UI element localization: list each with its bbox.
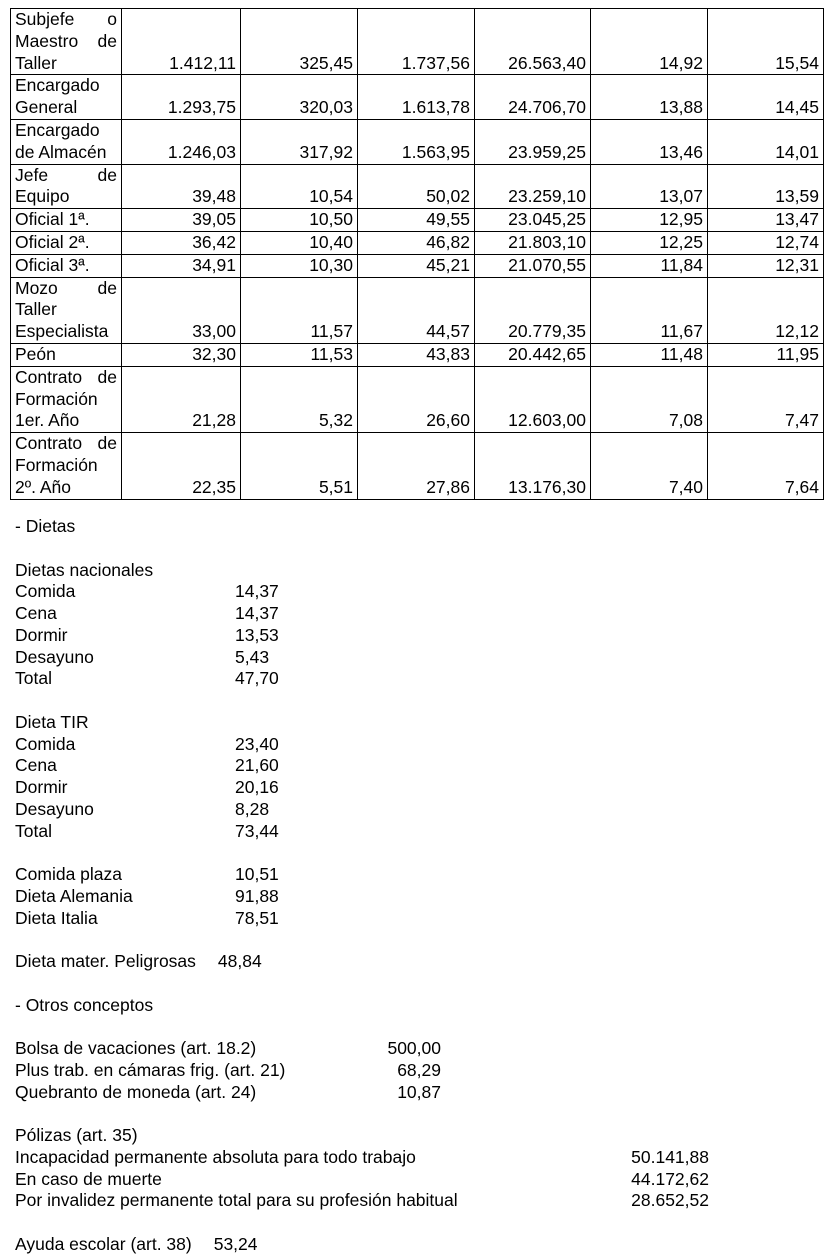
value-cell: 14,45	[708, 75, 824, 120]
category-line: Jefe de	[15, 164, 117, 185]
category-cell	[11, 119, 122, 164]
spacer	[15, 973, 826, 995]
value-cell: 12,74	[708, 231, 824, 254]
table-row	[11, 231, 824, 254]
value-cell: 1.293,75	[122, 75, 241, 120]
item-label: Desayuno	[15, 646, 94, 667]
item-label: Total	[15, 820, 52, 841]
line-item	[15, 1125, 826, 1147]
item-label: Comida	[15, 733, 76, 754]
category-cell	[11, 75, 122, 120]
value-cell: 20.442,65	[475, 343, 591, 366]
spacer	[15, 1103, 826, 1125]
category-line: Formación	[15, 388, 98, 409]
value-cell: 12,31	[708, 254, 824, 277]
table-row	[11, 366, 824, 432]
line-item	[15, 1234, 826, 1256]
category-cell	[11, 254, 122, 277]
value-cell: 5,51	[241, 433, 358, 499]
category-line: Contrato de	[15, 433, 117, 454]
item-label: Quebranto de moneda (art. 24)	[15, 1081, 257, 1102]
item-label: Comida	[15, 581, 76, 602]
item-label: Dietas nacionales	[15, 559, 154, 580]
value-cell: 21,28	[122, 366, 241, 432]
value-cell: 7,47	[708, 366, 824, 432]
value-cell: 24.706,70	[475, 75, 591, 120]
value-cell: 1.613,78	[358, 75, 475, 120]
item-value: 14,37	[235, 603, 279, 623]
value-cell: 39,48	[122, 164, 241, 209]
value-cell: 13,47	[708, 209, 824, 232]
item-label: - Dietas	[15, 516, 76, 536]
item-label: Dieta mater. Peligrosas	[15, 951, 196, 971]
value-cell: 320,03	[241, 75, 358, 120]
line-item	[15, 603, 826, 625]
item-label: - Otros conceptos	[15, 994, 154, 1015]
value-cell: 15,54	[708, 9, 824, 75]
value-cell: 39,05	[122, 209, 241, 232]
item-label: Plus trab. en cámaras frig. (art. 21)	[15, 1059, 286, 1080]
value-cell: 46,82	[358, 231, 475, 254]
category-cell	[11, 343, 122, 366]
line-item	[15, 821, 826, 843]
value-cell: 1.412,11	[122, 9, 241, 75]
table-row	[11, 254, 824, 277]
value-cell: 26.563,40	[475, 9, 591, 75]
category-line: 1er. Año	[15, 410, 80, 431]
value-cell: 23.959,25	[475, 119, 591, 164]
value-cell: 13,07	[591, 164, 708, 209]
value-cell: 12.603,00	[475, 366, 591, 432]
item-value: 5,43	[235, 646, 270, 667]
value-cell: 7,08	[591, 366, 708, 432]
spacer	[15, 929, 826, 951]
item-value: 13,53	[235, 624, 279, 645]
category-line: Peón	[15, 343, 56, 364]
item-value: 28.652,52	[631, 1190, 709, 1211]
value-cell: 14,92	[591, 9, 708, 75]
table-row	[11, 75, 824, 120]
line-item	[15, 1190, 826, 1212]
line-item	[15, 1169, 826, 1191]
line-item	[15, 951, 826, 973]
value-cell: 23.045,25	[475, 209, 591, 232]
item-label: Ayuda escolar (art. 38)	[15, 1233, 192, 1254]
line-item	[15, 1082, 826, 1104]
category-line: Taller	[15, 299, 57, 320]
spacer	[15, 842, 826, 864]
item-value: 91,88	[235, 885, 279, 906]
item-label: Incapacidad permanente absoluta para todo trabajo	[15, 1146, 416, 1167]
line-item	[15, 864, 826, 886]
item-value: 23,40	[235, 733, 279, 754]
value-cell: 21.070,55	[475, 254, 591, 277]
spacer	[15, 1016, 826, 1038]
value-cell: 1.737,56	[358, 9, 475, 75]
line-item	[15, 734, 826, 756]
value-cell: 33,00	[122, 277, 241, 343]
category-line: Taller	[15, 52, 57, 73]
value-cell: 23.259,10	[475, 164, 591, 209]
line-item	[15, 647, 826, 669]
category-line: Mozo de	[15, 277, 117, 298]
value-cell: 32,30	[122, 343, 241, 366]
value-cell: 36,42	[122, 231, 241, 254]
category-cell	[11, 209, 122, 232]
category-line: Oficial 3ª.	[15, 254, 90, 275]
value-cell: 1.246,03	[122, 119, 241, 164]
item-value: 47,70	[235, 668, 279, 689]
line-item	[15, 755, 826, 777]
item-value: 14,37	[235, 581, 279, 602]
category-line: Oficial 1ª.	[15, 209, 90, 230]
value-cell: 34,91	[122, 254, 241, 277]
item-value: 53,24	[213, 1233, 258, 1254]
value-cell: 5,32	[241, 366, 358, 432]
value-cell: 21.803,10	[475, 231, 591, 254]
item-value: 73,44	[235, 820, 279, 841]
item-value: 20,16	[235, 777, 279, 797]
item-label: Cena	[15, 603, 57, 623]
item-label: Dieta Italia	[15, 907, 98, 928]
item-value: 50.141,88	[631, 1146, 709, 1167]
category-line: de Almacén	[15, 141, 107, 162]
line-item	[15, 995, 826, 1017]
category-line: Oficial 2ª.	[15, 231, 90, 252]
value-cell: 12,95	[591, 209, 708, 232]
spacer	[15, 538, 826, 560]
item-label: Dieta TIR	[15, 711, 89, 732]
item-label: Dormir	[15, 624, 68, 645]
value-cell: 22,35	[122, 433, 241, 499]
table-row	[11, 164, 824, 209]
value-cell: 7,64	[708, 433, 824, 499]
line-item	[15, 777, 826, 799]
item-value: 10,51	[235, 864, 279, 884]
table-row	[11, 9, 824, 75]
value-cell: 12,12	[708, 277, 824, 343]
table-row	[11, 343, 824, 366]
category-line: Maestro de	[15, 30, 117, 51]
value-cell: 11,95	[708, 343, 824, 366]
category-cell	[11, 164, 122, 209]
line-item	[15, 886, 826, 908]
salary-table	[10, 8, 824, 500]
category-line: General	[15, 97, 78, 118]
value-cell: 12,25	[591, 231, 708, 254]
category-cell	[11, 9, 122, 75]
value-cell: 317,92	[241, 119, 358, 164]
value-cell: 13,88	[591, 75, 708, 120]
item-value: 21,60	[235, 755, 279, 776]
value-cell: 11,53	[241, 343, 358, 366]
value-cell: 44,57	[358, 277, 475, 343]
category-line: Encargado	[15, 119, 100, 140]
category-line: 2º. Año	[15, 476, 72, 497]
value-cell: 11,67	[591, 277, 708, 343]
item-label: Desayuno	[15, 798, 94, 819]
line-item	[15, 581, 826, 603]
value-cell: 27,86	[358, 433, 475, 499]
line-item	[15, 799, 826, 821]
value-cell: 13,59	[708, 164, 824, 209]
category-line: Subjefe o	[15, 9, 117, 29]
item-label: En caso de muerte	[15, 1168, 162, 1189]
item-value: 8,28	[235, 798, 270, 819]
category-line: Contrato de	[15, 366, 117, 387]
value-cell: 13.176,30	[475, 433, 591, 499]
value-cell: 13,46	[591, 119, 708, 164]
category-line: Especialista	[15, 321, 109, 342]
line-item	[15, 625, 826, 647]
line-item	[15, 908, 826, 930]
category-cell	[11, 433, 122, 499]
line-item	[15, 1060, 826, 1082]
line-item	[15, 560, 826, 582]
item-label: Bolsa de vacaciones (art. 18.2)	[15, 1038, 257, 1058]
spacer	[15, 690, 826, 712]
item-value: 48,84	[217, 951, 262, 971]
item-value: 68,29	[397, 1059, 441, 1080]
item-value: 10,87	[397, 1081, 441, 1102]
line-item	[15, 712, 826, 734]
value-cell: 11,48	[591, 343, 708, 366]
category-cell	[11, 231, 122, 254]
value-cell: 10,54	[241, 164, 358, 209]
table-row	[11, 277, 824, 343]
value-cell: 14,01	[708, 119, 824, 164]
lower-section	[15, 516, 826, 1256]
item-label: Dieta Alemania	[15, 885, 133, 906]
item-value: 500,00	[387, 1038, 441, 1058]
value-cell: 11,57	[241, 277, 358, 343]
value-cell: 50,02	[358, 164, 475, 209]
value-cell: 1.563,95	[358, 119, 475, 164]
category-line: Formación	[15, 454, 98, 475]
item-value: 78,51	[235, 907, 279, 928]
item-label: Pólizas (art. 35)	[15, 1125, 138, 1145]
value-cell: 20.779,35	[475, 277, 591, 343]
line-item	[15, 516, 826, 538]
category-line: Encargado	[15, 75, 100, 96]
line-item	[15, 668, 826, 690]
value-cell: 45,21	[358, 254, 475, 277]
value-cell: 7,40	[591, 433, 708, 499]
table-row	[11, 433, 824, 499]
category-cell	[11, 277, 122, 343]
category-cell	[11, 366, 122, 432]
value-cell: 26,60	[358, 366, 475, 432]
value-cell: 49,55	[358, 209, 475, 232]
spacer	[15, 1212, 826, 1234]
line-item	[15, 1038, 826, 1060]
item-label: Comida plaza	[15, 864, 122, 884]
value-cell: 43,83	[358, 343, 475, 366]
table-row	[11, 209, 824, 232]
item-label: Total	[15, 668, 52, 689]
item-label: Cena	[15, 755, 57, 776]
line-item	[15, 1147, 826, 1169]
value-cell: 10,50	[241, 209, 358, 232]
value-cell: 10,40	[241, 231, 358, 254]
value-cell: 11,84	[591, 254, 708, 277]
value-cell: 325,45	[241, 9, 358, 75]
value-cell: 10,30	[241, 254, 358, 277]
item-label: Dormir	[15, 777, 68, 797]
item-value: 44.172,62	[631, 1168, 709, 1189]
table-row	[11, 119, 824, 164]
item-label: Por invalidez permanente total para su profesión habitual	[15, 1190, 458, 1211]
category-line: Equipo	[15, 186, 70, 207]
